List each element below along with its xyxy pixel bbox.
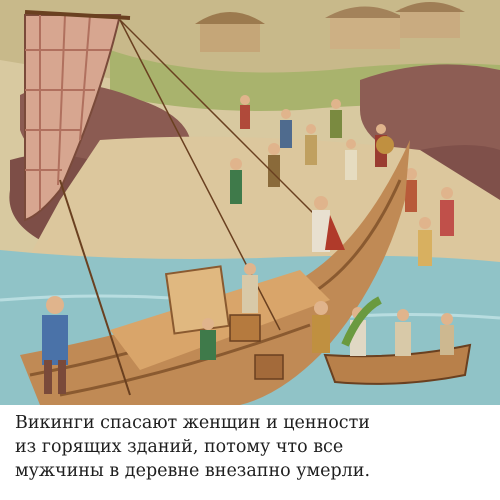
caption-text: [15, 411, 485, 483]
caption-line-2: из горящих зданий, потому что все: [15, 437, 344, 457]
caption-line-1: Викинги спасают женщин и ценности: [15, 413, 370, 433]
caption-line-3: мужчины в деревне внезапно умерли.: [15, 461, 371, 481]
caption: [0, 405, 500, 500]
